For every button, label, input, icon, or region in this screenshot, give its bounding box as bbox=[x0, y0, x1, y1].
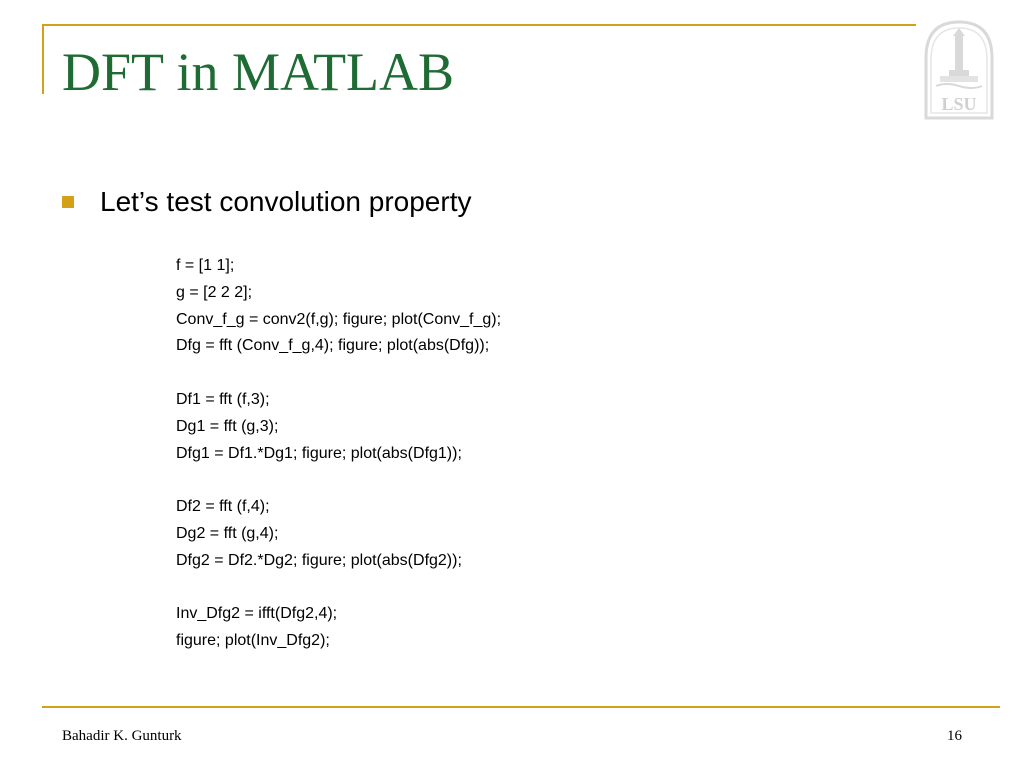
code-line bbox=[176, 575, 501, 602]
code-line: Dg2 = fft (g,4); bbox=[176, 524, 279, 542]
lsu-logo-icon bbox=[922, 18, 996, 122]
code-line: g = [2 2 2]; bbox=[176, 283, 253, 301]
footer-author: Bahadir K. Gunturk bbox=[62, 728, 182, 744]
logo-text: LSU bbox=[941, 94, 977, 114]
code-line bbox=[176, 360, 501, 387]
code-line: figure; plot(Inv_Dfg2); bbox=[176, 632, 330, 650]
slide-title: DFT in MATLAB bbox=[62, 42, 455, 102]
bottom-divider bbox=[42, 706, 1000, 708]
code-line: Dfg1 = Df1.*Dg1; figure; plot(abs(Dfg1)); bbox=[176, 444, 462, 462]
code-line: Conv_f_g = conv2(f,g); figure; plot(Conv_f_g); bbox=[176, 310, 502, 328]
page-number: 16 bbox=[947, 728, 962, 744]
top-divider bbox=[42, 24, 916, 26]
left-accent-bar bbox=[42, 24, 44, 94]
code-line: Dfg = fft (Conv_f_g,4); figure; plot(abs(Dfg)); bbox=[176, 337, 490, 355]
code-line: f = [1 1]; bbox=[176, 257, 235, 274]
code-line: Df2 = fft (f,4); bbox=[176, 498, 270, 516]
bullet-text: Let’s test convolution property bbox=[100, 186, 472, 217]
code-line bbox=[176, 467, 501, 494]
square-bullet-icon bbox=[62, 196, 74, 208]
code-line: Inv_Dfg2 = ifft(Dfg2,4); bbox=[176, 605, 338, 623]
code-block bbox=[176, 253, 501, 655]
code-line: Df1 = fft (f,3); bbox=[176, 390, 270, 408]
code-line: Dfg2 = Df2.*Dg2; figure; plot(abs(Dfg2)); bbox=[176, 551, 462, 569]
code-line: Dg1 = fft (g,3); bbox=[176, 417, 279, 435]
bullet-item bbox=[62, 186, 471, 218]
